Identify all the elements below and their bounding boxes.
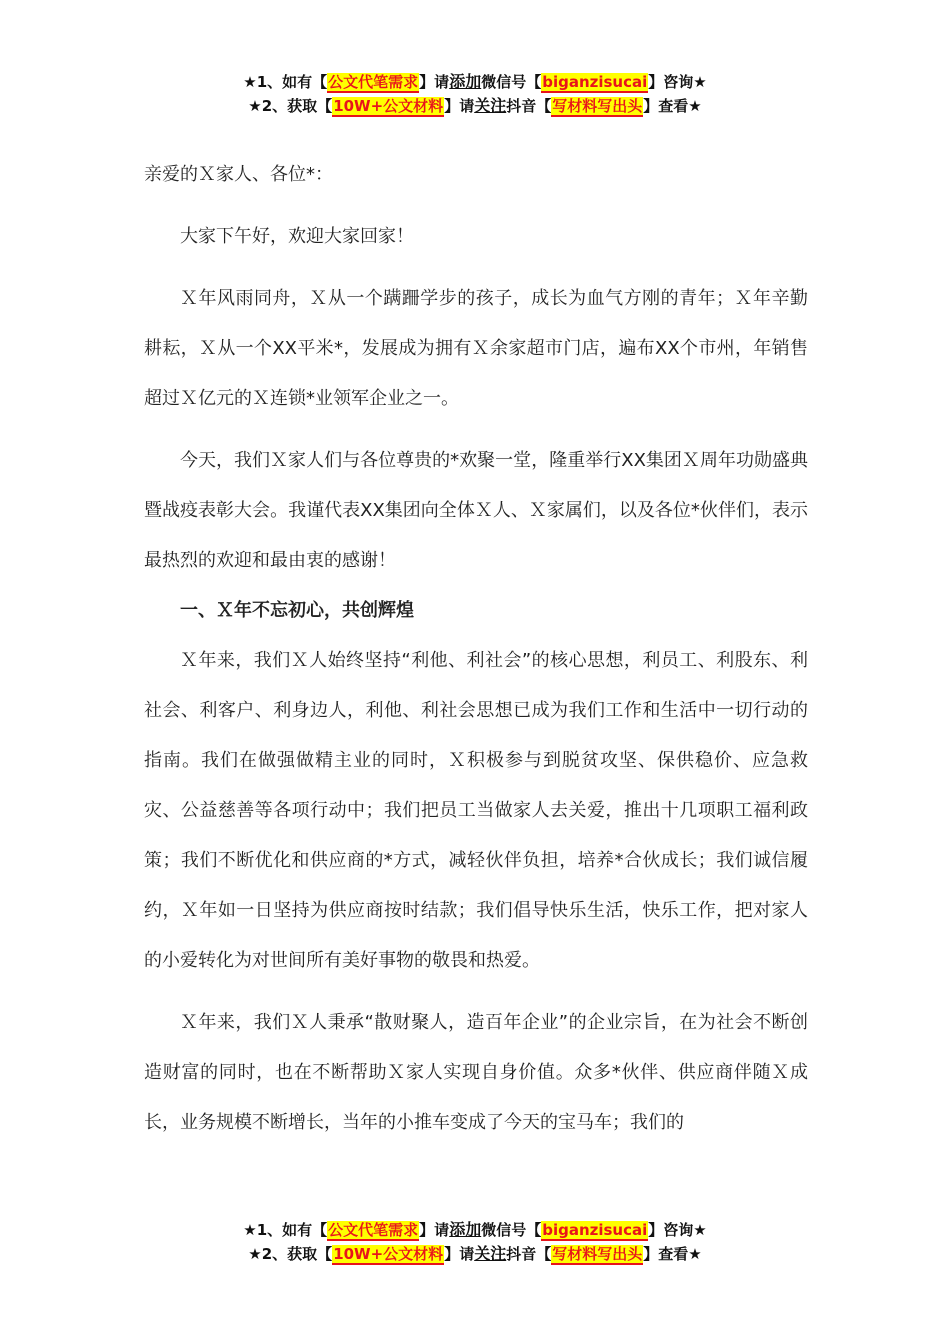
document-body	[144, 150, 808, 1148]
banner-highlight: biganzisucai	[542, 1221, 648, 1239]
banner-text: 微信号【	[481, 73, 542, 91]
banner-underline: 关注	[474, 1244, 507, 1263]
banner-text: 抖音【	[506, 1245, 552, 1263]
banner-highlight: 10W+公文材料	[333, 97, 444, 115]
banner-text: 】请	[444, 97, 475, 115]
footer-banner	[0, 1218, 950, 1266]
banner-text: 微信号【	[481, 1221, 542, 1239]
paragraph-4: Ｘ年来，我们Ｘ人秉承“散财聚人，造百年企业”的企业宗旨，在为社会不断创造财富的同时，也在不断帮助Ｘ家人实现自身价值。众多*伙伴、供应商伴随Ｘ成长，业务规模不断增长，当年的小推车变成了今天的宝马车；我们的	[144, 1012, 808, 1133]
banner-text: 抖音【	[506, 97, 552, 115]
banner-highlight: 10W+公文材料	[333, 1245, 444, 1263]
banner-line-1	[0, 1218, 950, 1242]
salutation: 亲爱的Ｘ家人、各位*：	[144, 164, 333, 185]
section-heading: 一、Ｘ年不忘初心，共创辉煌	[180, 600, 414, 621]
banner-highlight: biganzisucai	[542, 73, 648, 91]
banner-highlight: 写材料写出头	[552, 1245, 643, 1263]
banner-underline: 添加	[449, 72, 482, 91]
paragraph-2: 今天，我们Ｘ家人们与各位尊贵的*欢聚一堂，隆重举行XX集团Ｘ周年功勋盛典暨战疫表彰大会。我谨代表XX集团向全体Ｘ人、Ｘ家属们，以及各位*伙伴们，表示最热烈的欢迎和最由衷的感谢！	[144, 450, 808, 571]
banner-line-1	[0, 70, 950, 94]
banner-text: 】请	[419, 73, 450, 91]
banner-text: 】查看★	[643, 1245, 702, 1263]
banner-text: 】咨询★	[648, 73, 707, 91]
banner-text: 】请	[444, 1245, 475, 1263]
banner-text: ★2、获取【	[248, 97, 333, 115]
banner-text: 】咨询★	[648, 1221, 707, 1239]
banner-line-2	[0, 94, 950, 118]
paragraph-1: Ｘ年风雨同舟，Ｘ从一个蹒跚学步的孩子，成长为血气方刚的青年；Ｘ年辛勤耕耘，Ｘ从一个XX平米*，发展成为拥有Ｘ余家超市门店，遍布XX个市州，年销售超过Ｘ亿元的Ｘ连锁*业领军企业之一。	[144, 288, 808, 409]
banner-underline: 添加	[449, 1220, 482, 1239]
banner-line-2	[0, 1242, 950, 1266]
banner-text: 】查看★	[643, 97, 702, 115]
banner-highlight: 公文代笔需求	[328, 1221, 419, 1239]
banner-text: ★1、如有【	[243, 73, 328, 91]
banner-underline: 关注	[474, 96, 507, 115]
banner-highlight: 公文代笔需求	[328, 73, 419, 91]
greeting: 大家下午好，欢迎大家回家！	[180, 226, 414, 247]
banner-text: ★1、如有【	[243, 1221, 328, 1239]
paragraph-3: Ｘ年来，我们Ｘ人始终坚持“利他、利社会”的核心思想，利员工、利股东、利社会、利客户、利身边人，利他、利社会思想已成为我们工作和生活中一切行动的指南。我们在做强做精主业的同时，Ｘ积极参与到脱贫攻坚、保供稳价、应急救灾、公益慈善等各项行动中；我们把员工当做家人去关爱，推出十几项职工福利政策；我们不断优化和供应商的*方式，减轻伙伴负担，培养*合伙成长；我们诚信履约，Ｘ年如一日坚持为供应商按时结款；我们倡导快乐生活，快乐工作，把对家人的小爱转化为对世间所有美好事物的敬畏和热爱。	[144, 650, 808, 971]
header-banner	[0, 70, 950, 118]
banner-text: ★2、获取【	[248, 1245, 333, 1263]
banner-highlight: 写材料写出头	[552, 97, 643, 115]
banner-text: 】请	[419, 1221, 450, 1239]
